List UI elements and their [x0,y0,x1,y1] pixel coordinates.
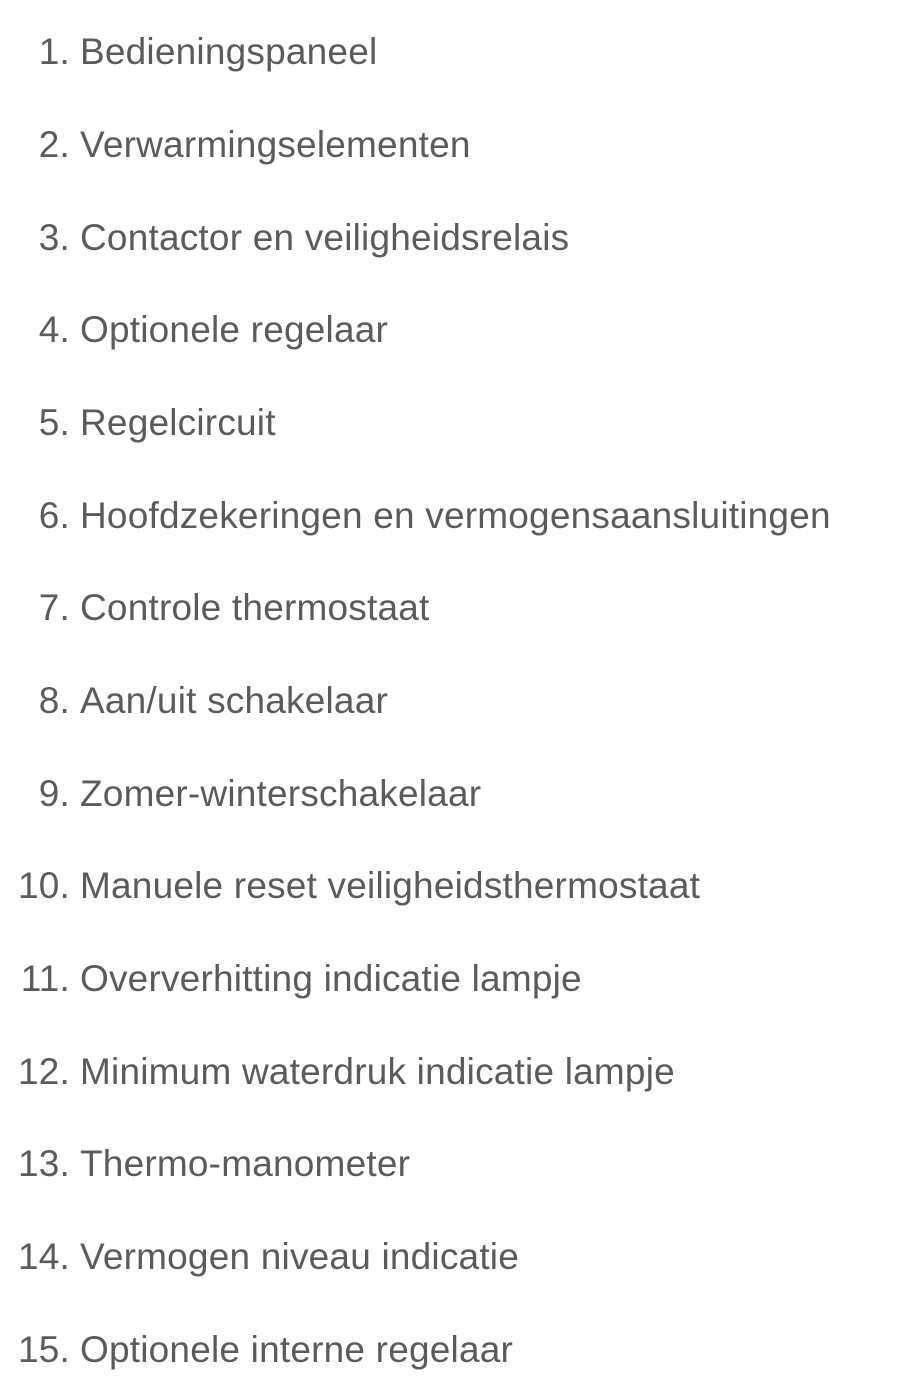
item-label: Thermo-manometer [80,1143,411,1184]
list-item [0,208,922,268]
list-item [0,764,922,824]
list-item [0,1227,922,1287]
item-label: Contactor en veiligheidsrelais [80,217,570,258]
item-label: Oververhitting indicatie lampje [80,958,582,999]
list-item [0,22,922,82]
item-number: 8. [38,680,70,721]
item-label: Bedieningspaneel [80,31,378,72]
item-number: 1. [38,31,70,72]
list-item [0,1042,922,1102]
item-number: 3. [38,217,70,258]
item-number: 9. [38,773,70,814]
item-label: Vermogen niveau indicatie [80,1236,520,1277]
item-number: 14. [17,1236,70,1277]
item-number: 12. [17,1051,70,1092]
item-label: Hoofdzekeringen en vermogensaansluitingen [80,495,831,536]
item-number: 10. [17,865,70,906]
item-number: 7. [38,587,70,628]
item-label: Regelcircuit [80,402,276,443]
list-item [0,949,922,1009]
item-number: 15. [17,1329,70,1370]
list-item [0,300,922,360]
list-item [0,1320,922,1380]
item-label: Controle thermostaat [80,587,430,628]
item-label: Minimum waterdruk indicatie lampje [80,1051,675,1092]
item-label: Aan/uit schakelaar [80,680,389,721]
list-item [0,393,922,453]
item-label: Zomer-winterschakelaar [80,773,482,814]
list-item [0,578,922,638]
item-number: 2. [38,124,70,165]
item-number: 13. [17,1143,70,1184]
item-label: Manuele reset veiligheidsthermostaat [80,865,701,906]
list-item [0,1134,922,1194]
item-number: 6. [38,495,70,536]
list-item [0,115,922,175]
item-label: Optionele interne regelaar [80,1329,514,1370]
list-item [0,486,922,546]
item-label: Verwarmingselementen [80,124,471,165]
item-number: 4. [38,309,70,350]
item-label: Optionele regelaar [80,309,389,350]
list-item [0,856,922,916]
list-item [0,671,922,731]
item-number: 11. [20,958,70,999]
item-number: 5. [38,402,70,443]
